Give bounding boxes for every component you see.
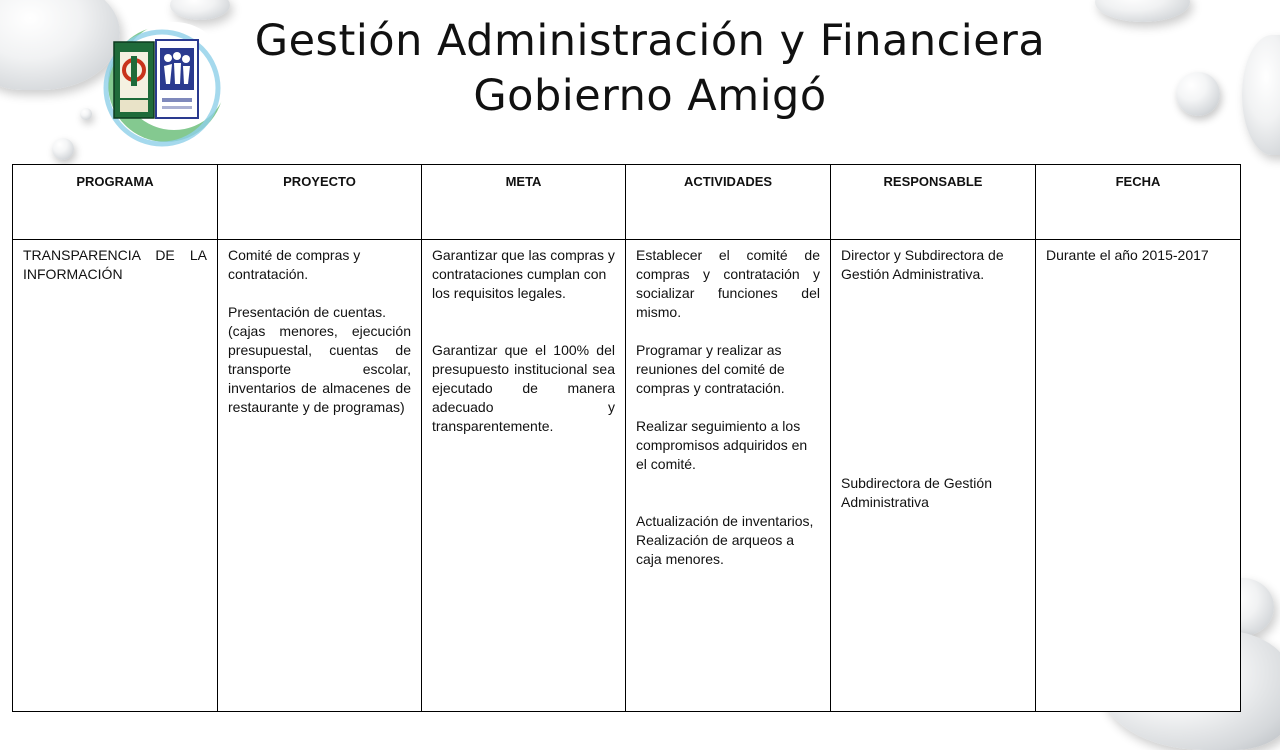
meta-compras-text: Garantizar que las compras y contrataciones cumplan con los requisitos legales. bbox=[432, 247, 615, 301]
meta-presupuesto-text: Garantizar que el 100% del presupuesto institucional sea ejecutado de manera adecuado y transparentemente. bbox=[432, 342, 615, 434]
cell-actividades bbox=[626, 240, 831, 712]
column-header-programa: PROGRAMA bbox=[13, 165, 218, 240]
proyecto-detalle-text: (cajas menores, ejecución presupuestal, cuentas de transporte escolar, inventarios de almacenes de restaurante y de programas) bbox=[228, 323, 411, 415]
column-header-proyecto: PROYECTO bbox=[218, 165, 422, 240]
proyecto-cuentas-text: Presentación de cuentas. bbox=[228, 304, 386, 320]
water-drop-decoration bbox=[1242, 35, 1280, 155]
actividad-seguimiento-text: Realizar seguimiento a los compromisos adquiridos en el comité. bbox=[636, 418, 808, 472]
title-line-2: Gobierno Amigó bbox=[473, 71, 827, 121]
table-header-row bbox=[13, 165, 1241, 240]
table-row bbox=[13, 240, 1241, 712]
proyecto-comite-text: Comité de compras y contratación. bbox=[228, 247, 361, 282]
programa-text: TRANSPARENCIA DE LA INFORMACIÓN bbox=[23, 247, 207, 282]
water-drop-decoration bbox=[1176, 72, 1220, 116]
water-drop-decoration bbox=[52, 138, 74, 160]
cell-programa bbox=[13, 240, 218, 712]
actividad-arqueos-text: Realización de arqueos a caja menores. bbox=[636, 532, 794, 567]
fecha-text: Durante el año 2015-2017 bbox=[1046, 247, 1209, 263]
responsable-director-text: Director y Subdirectora de Gestión Administrativa. bbox=[841, 247, 1004, 282]
cell-proyecto bbox=[218, 240, 422, 712]
action-plan-table bbox=[12, 164, 1241, 712]
cell-fecha bbox=[1036, 240, 1241, 712]
column-header-meta: META bbox=[422, 165, 626, 240]
cell-responsable bbox=[831, 240, 1036, 712]
actividad-establecer-text: Establecer el comité de compras y contratación y socializar funciones del mismo. bbox=[636, 247, 820, 320]
cell-meta bbox=[422, 240, 626, 712]
responsable-subdirectora-text: Subdirectora de Gestión Administrativa bbox=[841, 475, 992, 510]
water-drop-decoration bbox=[1095, 0, 1190, 22]
title-line-1: Gestión Administración y Financiera bbox=[254, 16, 1046, 66]
actividad-inventarios-text: Actualización de inventarios, bbox=[636, 513, 814, 529]
water-drop-decoration bbox=[170, 0, 230, 20]
actividad-programar-text: Programar y realizar as reuniones del comité de compras y contratación. bbox=[636, 342, 785, 396]
column-header-actividades: ACTIVIDADES bbox=[626, 165, 831, 240]
column-header-responsable: RESPONSABLE bbox=[831, 165, 1036, 240]
page-title bbox=[240, 14, 1060, 124]
institution-logo bbox=[98, 18, 228, 148]
water-drop-decoration bbox=[80, 108, 92, 120]
column-header-fecha: FECHA bbox=[1036, 165, 1241, 240]
